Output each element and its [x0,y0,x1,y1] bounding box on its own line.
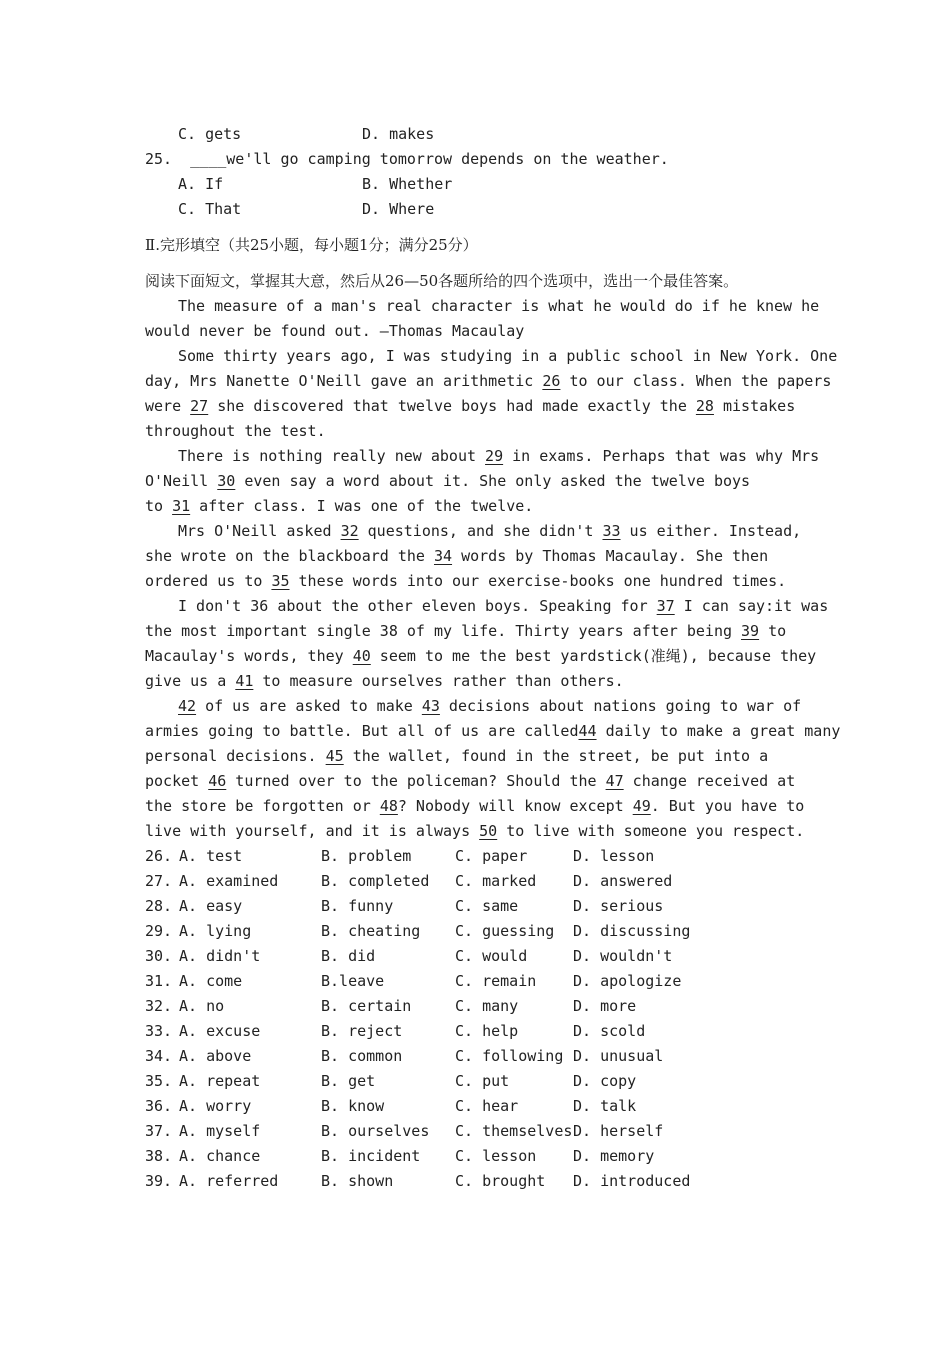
passage-line [145,469,815,494]
passage-line [145,519,815,544]
passage-line [145,769,815,794]
option-b: B. completed [321,872,430,890]
blank-number: 41 [235,672,254,690]
option-b: B. did [321,947,376,965]
option-row [145,869,815,894]
question-number: 28. [145,897,173,915]
text: ? Nobody will know except [397,797,633,815]
blank-number: 44 [578,722,597,740]
text: turned over to the policeman? Should the [226,772,606,790]
option-c: C. lesson [455,1147,537,1165]
question-number: 37. [145,1122,173,1140]
option-d: D. makes [362,125,435,143]
option-a: A. easy [179,897,243,915]
option-a: A. repeat [179,1072,261,1090]
option-a: A. no [179,997,225,1015]
option-d: D. discussing [573,922,691,940]
option-b: B. problem [321,847,412,865]
text: O'Neill [145,472,218,490]
option-b: B. get [321,1072,376,1090]
option-a: A. come [179,972,243,990]
section-title: Ⅱ.完形填空（共25小题，每小题1分；满分25分） [145,236,478,254]
text: she wrote on the blackboard the [145,547,434,565]
question-number: 36. [145,1097,173,1115]
option-b: B. cheating [321,922,421,940]
option-a: A. didn't [179,947,261,965]
passage-line [145,444,820,469]
option-row [145,1119,815,1144]
text: of us are asked to make [196,697,422,715]
text: . But you have to [650,797,805,815]
blank: ____ [190,150,227,168]
question-text: we'll go camping tomorrow depends on the weather. [226,150,669,168]
blank-number: 45 [325,747,344,765]
text: us either. Instead, [620,522,802,540]
blank-number: 37 [656,597,675,615]
option-c: C. would [455,947,528,965]
text: day, Mrs Nanette O'Neill gave an arithmetic [145,372,543,390]
text: to [759,622,787,640]
text: questions, and she didn't [358,522,603,540]
q25-options-ab [145,172,815,197]
option-d: D. scold [573,1022,646,1040]
text: ordered us to [145,572,272,590]
question-number: 39. [145,1172,173,1190]
text: the store be forgotten or [145,797,380,815]
option-c: C. many [455,997,519,1015]
option-row [145,844,815,869]
passage-line [145,794,815,819]
text: Macaulay's words, they [145,647,353,665]
option-b: B. ourselves [321,1122,430,1140]
question-number: 32. [145,997,173,1015]
option-row [145,1169,815,1194]
blank-number: 46 [208,772,227,790]
exam-page [145,122,841,1194]
text: words by Thomas Macaulay. She then [452,547,769,565]
text: in exams. Perhaps that was why Mrs [503,447,820,465]
passage-line [145,494,815,519]
option-d: D. unusual [573,1047,664,1065]
blank-number: 42 [178,697,197,715]
option-a: A. examined [179,872,279,890]
option-row [145,1044,815,1069]
option-c: C. remain [455,972,537,990]
blank-number: 28 [695,397,714,415]
blank-number: 27 [190,397,209,415]
option-c: C. gets [178,125,242,143]
option-d: D. serious [573,897,664,915]
option-d: D. wouldn't [573,947,673,965]
question-number: 30. [145,947,173,965]
blank-number: 43 [421,697,440,715]
option-c: C. hear [455,1097,519,1115]
option-row [145,1094,815,1119]
section-instruction: 阅读下面短文，掌握其大意，然后从26—50各题所给的四个选项中，选出一个最佳答案。 [145,272,739,290]
option-b: B. reject [321,1022,403,1040]
option-b: B.leave [321,972,385,990]
text: decisions about nations going to war of [439,697,802,715]
option-b: B. shown [321,1172,394,1190]
question-number: 29. [145,922,173,940]
option-row [145,1144,815,1169]
text: seem to me the best yardstick(准绳), because they [370,647,817,665]
text: to [145,497,173,515]
question-number: 27. [145,872,173,890]
options-list [145,844,815,1194]
option-d: D. talk [573,1097,637,1115]
text: even say a word about it. She only asked the twelve boys [235,472,751,490]
blank-number: 47 [605,772,624,790]
option-d: D. memory [573,1147,655,1165]
option-d: D. answered [573,872,673,890]
option-c: C. guessing [455,922,555,940]
passage-line [145,694,815,719]
passage-line [145,369,832,394]
passage-line [145,594,829,619]
option-b: B. know [321,1097,385,1115]
text: mistakes [713,397,796,415]
text: give us a [145,672,236,690]
text: live with yourself, and it is always [145,822,480,840]
passage-line: would never be found out. —Thomas Macaulay [145,322,525,340]
passage-line [145,544,815,569]
text: these words into our exercise-books one hundred times. [289,572,787,590]
text: she discovered that twelve boys had made exactly the [208,397,696,415]
blank-number: 50 [479,822,498,840]
option-d: D. introduced [573,1172,691,1190]
q25-stem [145,147,815,172]
option-a: A. chance [179,1147,261,1165]
blank-number: 34 [433,547,453,565]
passage-line: throughout the test. [145,422,326,440]
text: the most important single 38 of my life. Thirty years after being [145,622,742,640]
passage-line [145,719,841,744]
question-number: 38. [145,1147,173,1165]
option-row [145,1019,815,1044]
option-a: A. If [178,175,224,193]
option-b: B. incident [321,1147,421,1165]
text: personal decisions. [145,747,326,765]
option-row [145,894,815,919]
text: armies going to battle. But all of us are called [145,722,579,740]
option-a: A. myself [179,1122,261,1140]
option-c: C. same [455,897,519,915]
q25-options-cd [145,197,815,222]
text: to measure ourselves rather than others. [253,672,624,690]
passage-line [145,569,815,594]
text: I can say:it was [674,597,829,615]
passage-line [145,744,815,769]
text: I don't 36 about the other eleven boys. Speaking for [178,597,657,615]
passage-line [145,669,815,694]
option-a: A. referred [179,1172,279,1190]
blank-number: 49 [632,797,651,815]
blank-number: 35 [271,572,290,590]
question-number: 31. [145,972,173,990]
option-d: D. copy [573,1072,637,1090]
question-number: 35. [145,1072,173,1090]
option-d: D. more [573,997,637,1015]
option-row [145,994,815,1019]
option-a: A. above [179,1047,252,1065]
option-a: A. test [179,847,243,865]
blank-number: 30 [217,472,236,490]
question-number: 33. [145,1022,173,1040]
option-d: D. lesson [573,847,655,865]
passage-line [145,644,815,669]
option-a: A. excuse [179,1022,261,1040]
option-d: D. apologize [573,972,682,990]
option-c: C. brought [455,1172,546,1190]
text: daily to make a great many [596,722,841,740]
blank-number: 39 [741,622,760,640]
option-d: D. Where [362,200,435,218]
option-d: D. herself [573,1122,664,1140]
blank-number: 32 [340,522,359,540]
blank-number: 26 [542,372,561,390]
passage-line: The measure of a man's real character is what he would do if he knew he [178,297,820,315]
passage-line [145,394,815,419]
option-row [145,1069,815,1094]
text: the wallet, found in the street, be put into a [343,747,769,765]
option-a: A. worry [179,1097,252,1115]
option-c: C. put [455,1072,510,1090]
option-b: B. common [321,1047,403,1065]
option-c: C. following [455,1047,564,1065]
option-c: C. marked [455,872,537,890]
text: Mrs O'Neill asked [178,522,341,540]
text: pocket [145,772,209,790]
question-number: 34. [145,1047,173,1065]
text: to live with someone you respect. [497,822,805,840]
text: change received at [623,772,796,790]
option-c: C. That [178,200,242,218]
blank-number: 33 [602,522,621,540]
option-b: B. funny [321,897,394,915]
blank-number: 29 [485,447,504,465]
option-row [145,969,815,994]
passage-line [145,819,815,844]
passage-line [145,619,815,644]
question-number: 26. [145,847,173,865]
passage-line: Some thirty years ago, I was studying in a public school in New York. One [178,347,838,365]
option-row [145,919,815,944]
blank-number: 48 [379,797,398,815]
option-b: B. Whether [362,175,453,193]
option-c: C. paper [455,847,528,865]
option-row [145,944,815,969]
option-c: C. help [455,1022,519,1040]
blank-number: 31 [172,497,191,515]
text: There is nothing really new about [178,447,486,465]
text: to our class. When the papers [560,372,832,390]
q24-options-cd [145,122,815,147]
option-a: A. lying [179,922,252,940]
option-b: B. certain [321,997,412,1015]
text: after class. I was one of the twelve. [190,497,534,515]
text: were [145,397,191,415]
option-c: C. themselves [455,1122,573,1140]
blank-number: 40 [352,647,371,665]
question-number: 25. [145,150,173,168]
